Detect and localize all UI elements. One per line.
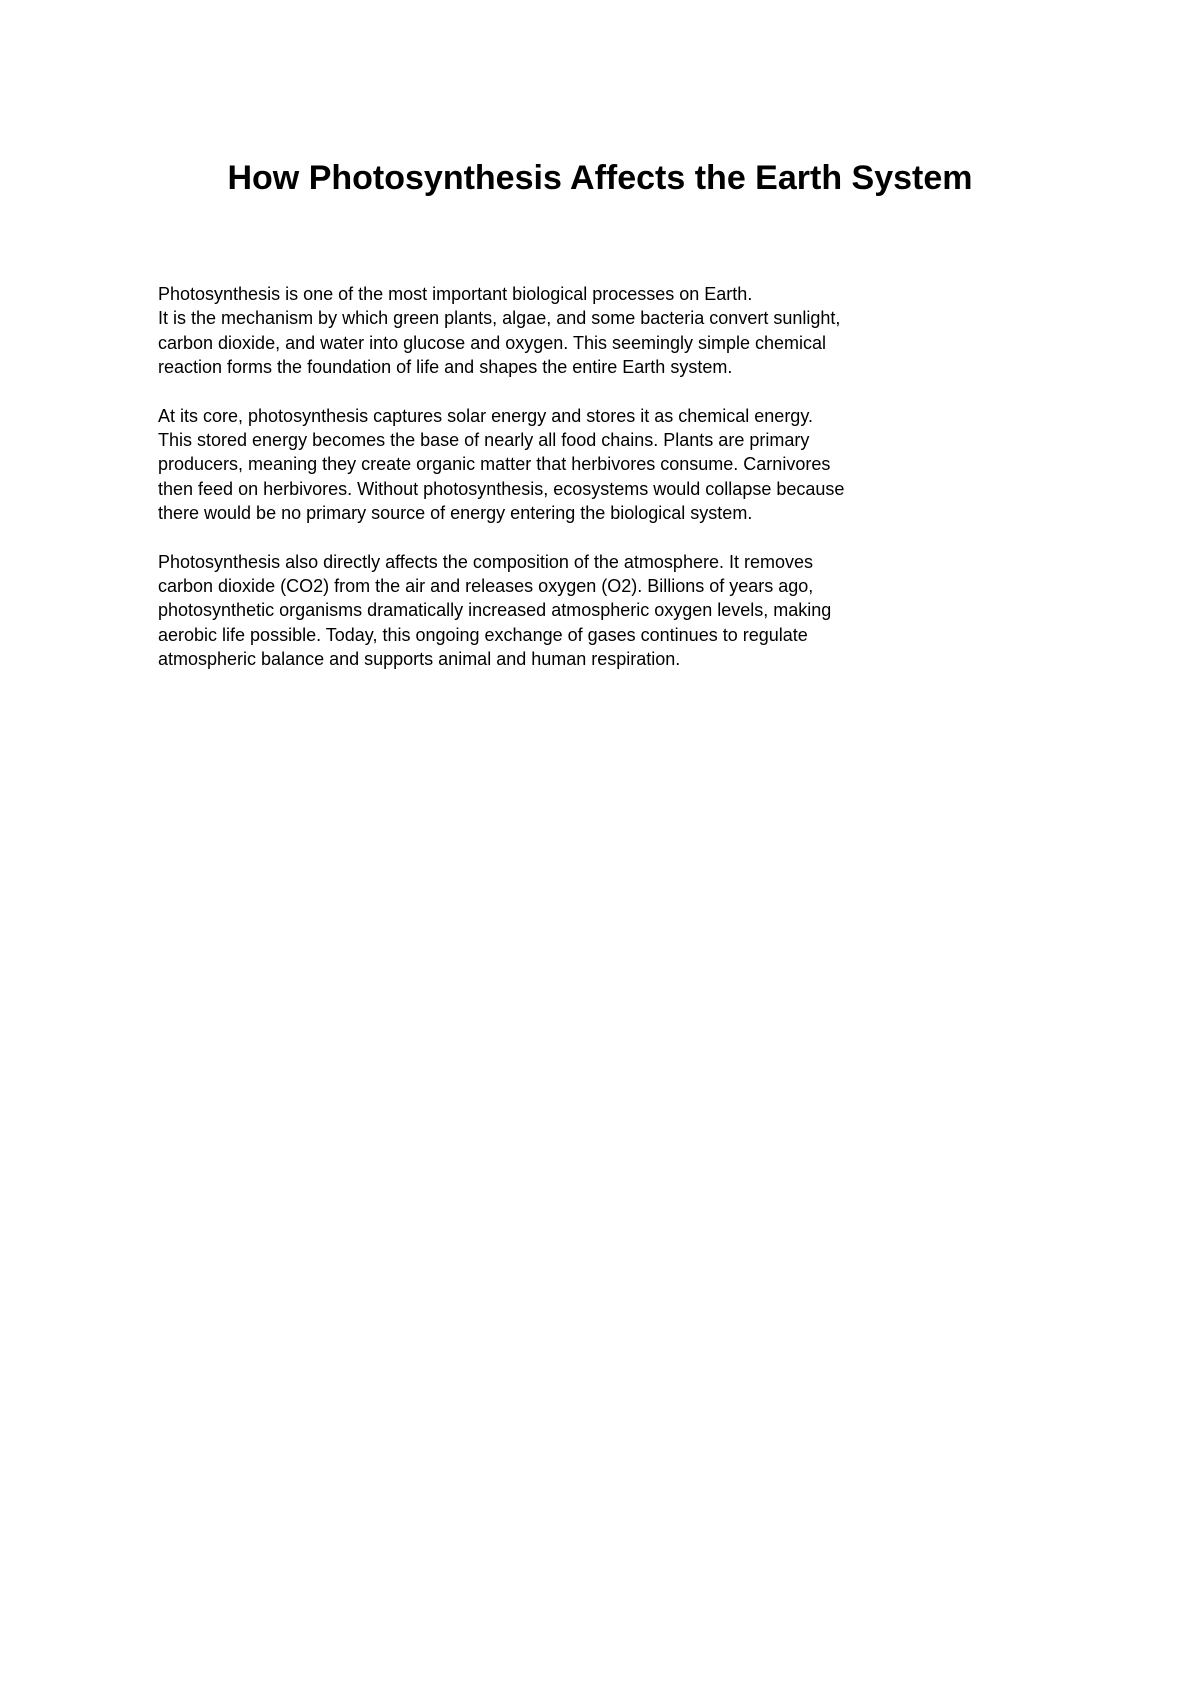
paragraph-line: photosynthetic organisms dramatically increased atmospheric oxygen levels, making xyxy=(158,600,832,621)
paragraph-line: It is the mechanism by which green plants, algae, and some bacteria convert sunlight, xyxy=(158,308,841,329)
paragraph-line: atmospheric balance and supports animal and human respiration. xyxy=(158,648,681,669)
paragraph-line: At its core, photosynthesis captures solar energy and stores it as chemical energy. xyxy=(158,405,813,426)
paragraph-line: there would be no primary source of energy entering the biological system. xyxy=(158,502,753,523)
paragraph-line: carbon dioxide, and water into glucose and oxygen. This seemingly simple chemical xyxy=(158,332,827,353)
paragraph-2 xyxy=(158,404,1058,525)
paragraph-line: producers, meaning they create organic matter that herbivores consume. Carnivores xyxy=(158,454,831,475)
document-body xyxy=(158,282,1058,696)
document-title: How Photosynthesis Affects the Earth System xyxy=(227,159,973,197)
paragraph-line: carbon dioxide (CO2) from the air and releases oxygen (O2). Billions of years ago, xyxy=(158,575,814,596)
paragraph-line: Photosynthesis is one of the most important biological processes on Earth. xyxy=(158,284,753,304)
paragraph-line: then feed on herbivores. Without photosynthesis, ecosystems would collapse because xyxy=(158,478,845,499)
paragraph-3 xyxy=(158,550,1058,671)
paragraph-line: Photosynthesis also directly affects the composition of the atmosphere. It removes xyxy=(158,551,813,572)
paragraph-line: aerobic life possible. Today, this ongoing exchange of gases continues to regulate xyxy=(158,624,808,645)
paragraph-line: reaction forms the foundation of life and shapes the entire Earth system. xyxy=(158,356,733,377)
paragraph-1 xyxy=(158,282,1058,379)
paragraph-line: This stored energy becomes the base of nearly all food chains. Plants are primary xyxy=(158,429,810,450)
